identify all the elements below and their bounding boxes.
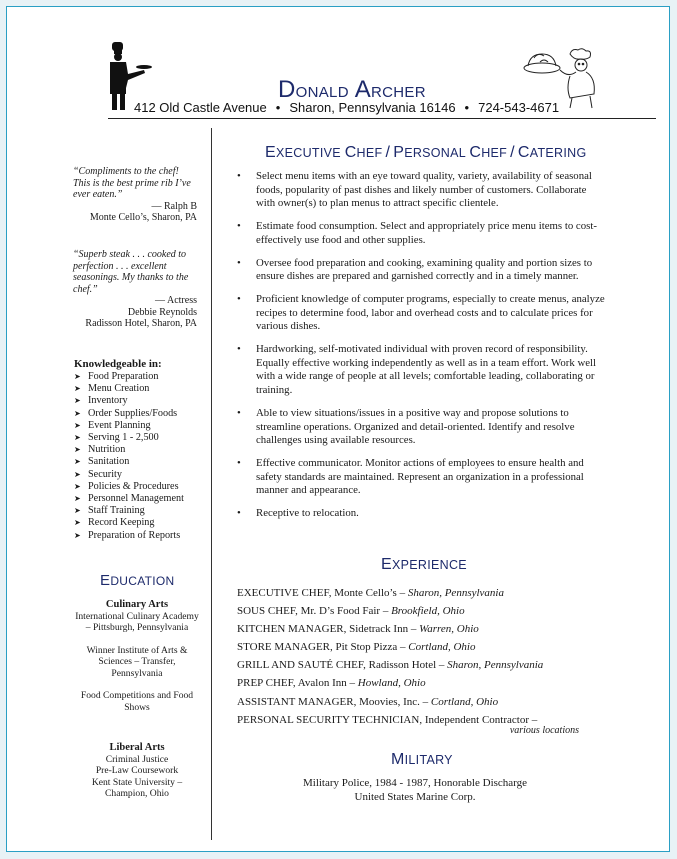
education-line: Kent State University – Champion, Ohio (91, 776, 183, 799)
testimonial-quote: “Superb steak . . . cooked to perfection . . . excellent seasonings. My thanks to the chef.” (73, 249, 189, 295)
job-row: EXECUTIVE CHEF, Monte Cello’s – Sharon, Pennsylvania (237, 587, 504, 599)
testimonial-source: Radisson Hotel, Sharon, PA (85, 318, 197, 329)
list-item: ➤ Preparation of Reports (74, 529, 181, 541)
experience-list (237, 584, 597, 736)
education-heading: Liberal Arts (109, 742, 165, 753)
military-line: Military Police, 1984 - 1987, Honorable Discharge (302, 777, 528, 789)
military-details (240, 776, 590, 804)
arrow-bullet-icon: ➤ (74, 481, 81, 491)
column-divider (211, 128, 212, 840)
arrow-bullet-icon: ➤ (74, 469, 81, 479)
knowledge-section (74, 358, 210, 542)
job-row: ASSISTANT MANAGER, Moovies, Inc. – Cortland, Ohio (237, 695, 499, 708)
bullet-icon: • (237, 220, 241, 233)
list-item: • Estimate food consumption. Select and appropriately price menu items to cost-effectively use food and other supplies. (237, 220, 597, 246)
arrow-bullet-icon: ➤ (74, 408, 81, 418)
list-item: ➤ Nutrition (74, 444, 126, 456)
testimonial-2 (73, 249, 197, 330)
arrow-bullet-icon: ➤ (74, 506, 81, 516)
education-liberal (74, 742, 200, 800)
education-line: Criminal Justice (105, 753, 169, 765)
job-row: PREP CHEF, Avalon Inn – Howland, Ohio (237, 677, 426, 690)
military-title: MILITARY (391, 751, 453, 768)
separator-dot: • (464, 100, 470, 115)
list-item: ➤ Event Planning (74, 419, 151, 431)
military-line: United States Marine Corp. (354, 791, 476, 803)
experience-title: EXPERIENCE (381, 556, 467, 573)
list-item: ➤ Order Supplies/Foods (74, 407, 178, 419)
bullet-icon: • (237, 256, 241, 269)
city-state: Sharon, Pennsylvania 16146 (289, 100, 456, 115)
list-item: • Proficient knowledge of computer programs, especially to create menus, analyze recipes to determine food, labor and overhead costs and to calculate prices for various dishes. (237, 292, 605, 333)
arrow-bullet-icon: ➤ (74, 445, 81, 455)
list-item: • Able to view situations/issues in a positive way and propose solutions to streamline operations. Organized and detail-oriented. Identify and resolve challenges using available resources. (237, 406, 575, 447)
job-row: SOUS CHEF, Mr. D’s Food Fair – Brookfield, Ohio (237, 605, 465, 618)
testimonial-quote: “Compliments to the chef! This is the best prime rib I’ve ever eaten.” (73, 166, 191, 200)
list-item: ➤ Security (74, 468, 122, 480)
arrow-bullet-icon: ➤ (74, 494, 81, 504)
candidate-name: DONALD ARCHER (278, 76, 426, 103)
testimonial-author: — Ralph B (151, 200, 197, 212)
list-item: • Hardworking, self-motivated individual with proven record of responsibility. Equally effective working independently as well as in a team effort. Work well with a wide range of people at all levels; comfortable leading, collaborating or training. (237, 343, 597, 397)
arrow-bullet-icon: ➤ (74, 384, 81, 394)
street-address: 412 Old Castle Avenue (134, 100, 267, 115)
objective-bullets (236, 170, 606, 530)
list-item: ➤ Serving 1 - 2,500 (74, 432, 159, 444)
bullet-icon: • (237, 292, 241, 305)
knowledge-title: Knowledgeable in: (74, 358, 162, 370)
header-divider (108, 118, 656, 119)
education-school: International Culinary Academy – Pittsburgh, Pennsylvania (75, 610, 199, 633)
list-item: ➤ Menu Creation (74, 383, 150, 395)
list-item: • Effective communicator. Monitor actions of employees to ensure health and safety standards are maintained. Represent an organization in a professional manner and appearance. (237, 456, 584, 497)
education-heading: Culinary Arts (105, 599, 169, 610)
list-item: ➤ Sanitation (74, 456, 130, 468)
bullet-icon: • (237, 406, 241, 419)
education-school: Winner Institute of Arts & Sciences – Transfer, Pennsylvania (86, 644, 188, 679)
list-item: • Oversee food preparation and cooking, examining quality and portion sizes to ensure dishes are prepared and garnished correctly and in a timely manner. (237, 256, 593, 283)
separator-dot: • (275, 100, 281, 115)
list-item: ➤ Food Preparation (74, 371, 159, 382)
job-row: STORE MANAGER, Pit Stop Pizza – Cortland, Ohio (237, 641, 476, 654)
arrow-bullet-icon: ➤ (74, 372, 81, 381)
job-row: PERSONAL SECURITY TECHNICIAN, Independent Contractor – (237, 713, 538, 726)
list-item: • Select menu items with an eye toward quality, variety, availability of seasonal foods, popularity of past dishes and likely number of customers. Collaborate with owner(s) to plan menus to attract specific clientele. (237, 170, 592, 210)
contact-line (134, 100, 559, 115)
job-row: KITCHEN MANAGER, Sidetrack Inn – Warren, Ohio (237, 623, 479, 636)
list-item: • Receptive to relocation. (237, 507, 359, 520)
knowledge-list (74, 371, 210, 542)
arrow-bullet-icon: ➤ (74, 518, 81, 528)
phone-number: 724-543-4671 (478, 100, 560, 115)
list-item: ➤ Policies & Procedures (74, 480, 179, 492)
list-item: ➤ Record Keeping (74, 517, 155, 529)
arrow-bullet-icon: ➤ (74, 420, 81, 430)
arrow-bullet-icon: ➤ (74, 530, 81, 540)
education-line: Pre-Law Coursework (95, 765, 179, 776)
testimonial-author: — Actress (155, 295, 197, 306)
education-note: Food Competitions and Food Shows (80, 690, 194, 713)
arrow-bullet-icon: ➤ (74, 433, 81, 443)
bullet-icon: • (237, 343, 241, 356)
bullet-icon: • (237, 170, 241, 182)
bullet-icon: • (237, 507, 241, 520)
list-item: ➤ Staff Training (74, 505, 145, 517)
list-item: ➤ Inventory (74, 395, 128, 407)
education-culinary (74, 599, 200, 713)
arrow-bullet-icon: ➤ (74, 396, 81, 406)
education-title: EDUCATION (100, 572, 175, 589)
testimonial-person: Debbie Reynolds (127, 306, 197, 318)
list-item: ➤ Personnel Management (74, 493, 184, 505)
job-row: GRILL AND SAUTÉ CHEF, Radisson Hotel – Sharon, Pennsylvania (237, 659, 544, 672)
testimonial-source: Monte Cello’s, Sharon, PA (89, 212, 197, 223)
bullet-icon: • (237, 456, 241, 469)
arrow-bullet-icon: ➤ (74, 457, 81, 467)
testimonial-1 (73, 166, 197, 224)
objective-title: EXECUTIVE CHEF / PERSONAL CHEF / CATERING (265, 144, 587, 161)
job-location: various locations (509, 724, 579, 736)
